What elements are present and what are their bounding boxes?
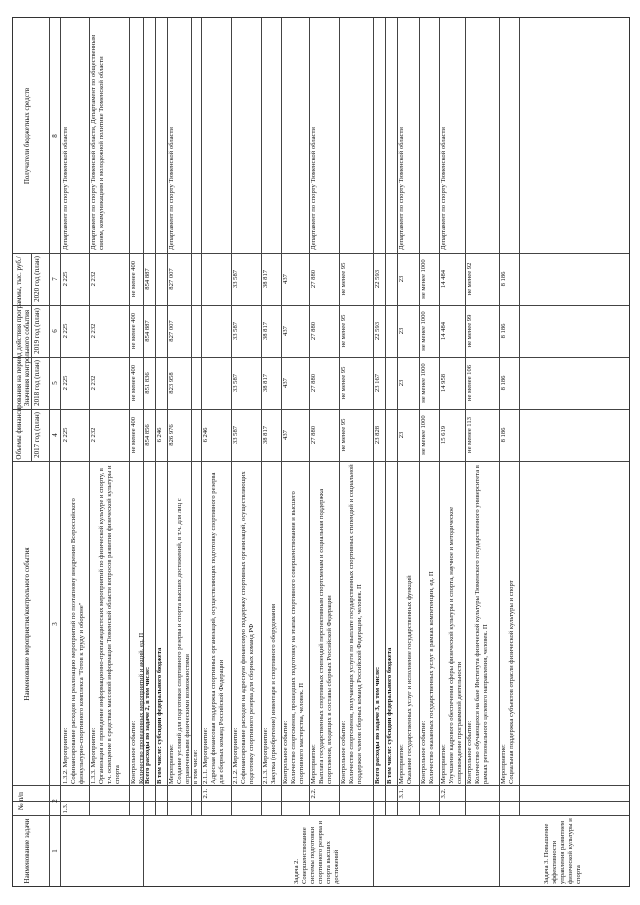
row-event-text: Мероприятие: Улучшение кадрового обеспечения сферы физической культуры и спорта, научное и методическое сопровождение программной деятельности <box>440 506 463 784</box>
row-value-2020: не менее 92 <box>466 262 473 296</box>
row-value-2018: не менее 400 <box>130 364 137 402</box>
row-value-2018: 2 232 <box>90 375 97 391</box>
row-value-2018: 14 958 <box>440 373 447 393</box>
row-event-text: 2.1.2. Мероприятие: Софинансирование расходов на адресную финансовую поддержку спортивных организаций, осуществляющих подготовку спортивного резерва для сборных команд РФ <box>232 471 255 784</box>
row-value-2020: не менее 400 <box>130 260 137 298</box>
colnum-4: 4 <box>51 433 59 437</box>
header-event-name: Наименование мероприятия/контрольного события <box>23 547 31 701</box>
row-value-2018: 851 836 <box>144 372 151 394</box>
row-value-2018: 437 <box>282 378 289 388</box>
row-value-2018: 23 <box>398 379 405 387</box>
header-year-2019: 2019 год (план) <box>33 308 41 354</box>
row-value-2017: 15 619 <box>440 425 447 445</box>
header-year-2018: 2018 год (план) <box>33 360 41 406</box>
colnum-6: 6 <box>51 329 59 333</box>
row-value-2018: 23 167 <box>374 373 381 393</box>
row-value-2019: не менее 99 <box>466 314 473 348</box>
row-value-2020: 33 587 <box>232 269 239 289</box>
row-recipient: Департамент по спорту Тюменской области <box>310 127 317 250</box>
row-event-text: Контрольное событие: Количество обучающихся на базе Института физической культуры Тюменского государственного университета в рамках регионального целевого направления, человек. П <box>466 465 489 784</box>
row-event-text: Контрольное событие: Количество оказанных государственных услуг в рамках компетенции, ед. П <box>420 571 435 784</box>
row-value-2020: 27 880 <box>310 269 317 289</box>
row-value-2017: 6 246 <box>156 427 163 443</box>
row-event-text: В том числе: субсидии федерального бюджета <box>386 647 393 784</box>
row-value-2018: 8 186 <box>500 375 507 391</box>
row-value-2017: 6 246 <box>202 427 209 443</box>
row-value-2019: 2 225 <box>62 323 69 339</box>
colnum-1: 1 <box>51 849 59 853</box>
row-value-2018: 38 817 <box>262 373 269 393</box>
row-event-text: в том числе: <box>192 749 199 784</box>
row-event-text: В том числе: субсидии федерального бюджета <box>156 647 163 784</box>
row-event-text: Контрольное событие: Количество спортсменов, получающих услуги по выплате государственных спортивных стипендий и социальной поддержки членов сборных команд Российской Федерации, человек. П <box>340 464 363 784</box>
row-value-2020: 827 007 <box>168 268 175 290</box>
budget-table <box>12 17 630 887</box>
row-event-text: 2.1.1. Мероприятие: Адресная финансовая поддержка спортивных организаций, осуществляющих подготовку спортивного резерва для сборных команд Российской Федерации <box>202 472 225 784</box>
row-value-2018: 823 958 <box>168 372 175 394</box>
row-value-2020: 854 887 <box>144 268 151 290</box>
header-task-name: Наименование задачи <box>23 818 31 884</box>
row-value-2017: 854 856 <box>144 424 151 446</box>
header-year-2017: 2017 год (план) <box>33 412 41 458</box>
row-recipient: Департамент по спорту Тюменской области <box>168 127 175 250</box>
row-value-2019: 14 484 <box>440 321 447 341</box>
col-line <box>13 815 629 816</box>
colnum-5: 5 <box>51 381 59 385</box>
row-recipient: Департамент по спорту Тюменской области <box>62 127 69 250</box>
colnum-3: 3 <box>51 622 59 626</box>
row-value-2019: 8 186 <box>500 323 507 339</box>
row-value-2019: 23 <box>398 327 405 335</box>
row-value-2019: 27 880 <box>310 321 317 341</box>
row-subnumber: 3.1. <box>398 788 405 799</box>
colnum-2: 2 <box>51 799 59 803</box>
row-value-2017: 27 880 <box>310 425 317 445</box>
row-value-2018: не менее 106 <box>466 364 473 402</box>
row-value-2018: не менее 1000 <box>420 363 427 403</box>
row-event-text: Мероприятие: Оказание государственных услуг и исполнение государственных функций <box>398 575 413 784</box>
col-line <box>13 801 629 802</box>
row-value-2017: 437 <box>282 430 289 440</box>
header-recipients: Получатели бюджетных средств <box>23 87 31 185</box>
colnum-7: 7 <box>51 277 59 281</box>
row-value-2017: 23 828 <box>374 425 381 445</box>
colnum-bottom-line <box>60 18 61 886</box>
row-value-2019: 22 593 <box>374 321 381 341</box>
row-value-2017: 826 976 <box>168 424 175 446</box>
row-value-2018: 33 587 <box>232 373 239 393</box>
row-event-text: 2.1.3. Мероприятие: Закупка (приобретение) инвентаря и спортивного оборудования <box>262 603 277 784</box>
colnum-8: 8 <box>51 134 59 138</box>
row-event-text: Мероприятие: Создание условий для подготовки спортивного резерва и спорта высших достижений, в т.ч. для лиц с ограниченными физическими возможностями <box>168 498 191 784</box>
row-value-2018: не менее 95 <box>340 366 347 400</box>
row-value-2018: 27 880 <box>310 373 317 393</box>
row-value-2017: 33 587 <box>232 425 239 445</box>
header-year-2020: 2020 год (план) <box>33 256 41 302</box>
row-value-2020: 2 225 <box>62 271 69 287</box>
row-recipient: Департамент по спорту Тюменской области <box>398 127 405 250</box>
row-value-2019: не менее 400 <box>130 312 137 350</box>
row-value-2017: не менее 95 <box>340 418 347 452</box>
task-2-label: Задача 2. Совершенствование системы подготовки спортивного резерва и спорта высших достижений <box>293 820 340 884</box>
row-value-2019: не менее 95 <box>340 314 347 348</box>
row-value-2017: 23 <box>398 431 405 439</box>
row-value-2019: 437 <box>282 326 289 336</box>
row-subnumber: 3.2. <box>440 788 447 799</box>
task-3-label: Задача 3. Повышение эффективности управления развитием физической культуры и спорта <box>543 818 582 884</box>
header-bottom-line <box>49 18 50 886</box>
row-value-2020: 38 817 <box>262 269 269 289</box>
row-value-2020: не менее 95 <box>340 262 347 296</box>
row-value-2019: не менее 1000 <box>420 311 427 351</box>
row-value-2019: 2 232 <box>90 323 97 339</box>
row-value-2020: 23 <box>398 275 405 283</box>
row-divider <box>519 18 520 816</box>
header-number: № п/п <box>17 792 25 810</box>
row-event-text: Мероприятие: Социальная поддержка субъектов отрасли физической культуры и спорт <box>500 580 515 784</box>
row-recipient: Департамент по спорту Тюменской области <box>440 127 447 250</box>
row-event-text: 1.3.3. Мероприятие: Организация и проведение информационно-пропагандистских мероприятий по физической культуре и спорту, в т.ч. освещение в средствах массовой информации Тюменской области вопросов развития физической культуры и спорта <box>90 465 121 784</box>
row-value-2020: 2 232 <box>90 271 97 287</box>
row-value-2019: 827 007 <box>168 320 175 342</box>
row-event-text: Всего расходы по задаче 2, в том числе: <box>144 666 151 784</box>
row-value-2019: 854 887 <box>144 320 151 342</box>
row-subnumber: 2.1. <box>202 788 209 799</box>
row-value-2017: 2 225 <box>62 427 69 443</box>
row-recipient: Департамент по спорту Тюменской области, Департамент по общественным связям, коммуникациям и молодежной политике Тюменской области <box>90 34 105 250</box>
row-value-2020: 8 186 <box>500 271 507 287</box>
row-event-text: Всего расходы по задаче 3, в том числе: <box>374 666 381 784</box>
row-number: 1.3. <box>62 803 69 814</box>
row-event-text: Мероприятие: Выплата государственных спортивных стипендий перспективным спортсменам и социальная поддержка спортсменов, входящих в составы сборных Российской Федерации <box>310 488 333 784</box>
row-subnumber: 2.2. <box>310 788 317 799</box>
row-value-2020: 14 484 <box>440 269 447 289</box>
row-value-2017: 8 186 <box>500 427 507 443</box>
row-value-2017: 2 232 <box>90 427 97 443</box>
header-subline <box>31 254 32 462</box>
row-value-2020: не менее 1000 <box>420 259 427 299</box>
row-event-text: 1.3.2. Мероприятие: Софинансирование расходов на реализацию мероприятий по поэтапному внедрению Всероссийского физкультурно-спортивного комплекса "Готов к труду и обороне" <box>62 498 85 784</box>
row-value-2017: 38 817 <box>262 425 269 445</box>
row-value-2017: не менее 1000 <box>420 415 427 455</box>
row-value-2017: не менее 113 <box>466 417 473 453</box>
col-line <box>13 461 629 462</box>
row-value-2019: 38 817 <box>262 321 269 341</box>
row-event-text: Контрольное событие: Количество спортсменов, прошедших подготовку на этапах спортивного совершенствования и высшего спортивного мастерства, человек. П <box>282 491 305 784</box>
row-value-2020: 437 <box>282 274 289 284</box>
row-value-2019: 33 587 <box>232 321 239 341</box>
row-value-2018: 2 225 <box>62 375 69 391</box>
row-value-2020: 22 593 <box>374 269 381 289</box>
row-event-text: Контрольное событие: Количество проведенных мероприятий и акций, ед. П <box>130 632 145 784</box>
header-funding: Объемы финансирования на период действия программы, тыс. руб./Значения контрольного события <box>15 256 31 460</box>
row-value-2017: не менее 400 <box>130 416 137 454</box>
